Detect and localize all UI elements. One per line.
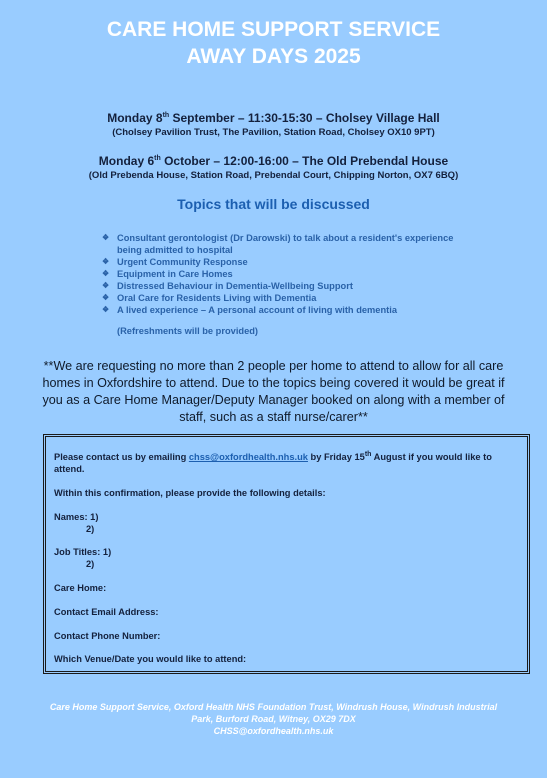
footer-address: Care Home Support Service, Oxford Health NHS Foundation Trust, Windrush House, Windrush Industrial Park, Burford Road, Witney, OX29 7DX <box>49 702 498 724</box>
topics-heading: Topics that will be discussed <box>177 196 370 212</box>
contact-email-label: Contact Email Address: <box>54 607 159 617</box>
topic-item: ❖ Distressed Behaviour in Dementia-Wellbeing Support <box>102 281 353 291</box>
footer-email: CHSS@oxfordhealth.nhs.uk <box>213 726 334 736</box>
contact-phone-label: Contact Phone Number: <box>54 631 161 641</box>
event-2-heading: Monday 6th October – 12:00-16:00 – The Old Prebendal House <box>98 154 449 168</box>
title-line-2: AWAY DAYS 2025 <box>186 45 361 68</box>
refreshments-note: (Refreshments will be provided) <box>117 326 259 336</box>
topic-item: ❖ A lived experience – A personal account of living with dementia <box>102 305 398 315</box>
event-1-address: (Cholsey Pavilion Trust, The Pavilion, Station Road, Cholsey OX10 9PT) <box>112 127 435 138</box>
job-titles-second-entry: 2) <box>86 559 95 569</box>
event-1-heading: Monday 8th September – 11:30-15:30 – Cholsey Village Hall <box>107 111 440 125</box>
diamond-bullet-icon: ❖ <box>102 269 110 278</box>
email-link[interactable]: chss@oxfordhealth.nhs.uk <box>188 452 308 462</box>
topic-item: ❖ Equipment in Care Homes <box>102 269 233 279</box>
job-titles-label: Job Titles: 1) <box>54 547 112 557</box>
diamond-bullet-icon: ❖ <box>102 281 110 290</box>
footer <box>40 701 507 737</box>
names-second-entry: 2) <box>86 524 95 534</box>
title-line-1: CARE HOME SUPPORT SERVICE <box>106 18 441 41</box>
care-home-label: Care Home: <box>54 583 107 593</box>
contact-intro: Please contact us by emailing chss@oxfordhealth.nhs.uk by Friday 15th August if you would like to attend. <box>54 450 492 474</box>
attendance-request: **We are requesting no more than 2 people per home to attend to allow for all care homes in Oxfordshire to attend. Due to the topics being covered it would be great if you as a Care Home Manager/Deputy Manager booked on along with a member of staff, such as a staff nurse/carer** <box>42 359 505 424</box>
contact-box <box>43 434 530 674</box>
topic-item: ❖ Consultant gerontologist (Dr Darowski) to talk about a resident's experience being admitted to hospital <box>102 233 454 255</box>
event-2-address: (Old Prebenda House, Station Road, Prebendal Court, Chipping Norton, OX7 6BQ) <box>88 170 459 181</box>
diamond-bullet-icon: ❖ <box>102 305 110 314</box>
diamond-bullet-icon: ❖ <box>102 233 110 242</box>
confirmation-instructions: Within this confirmation, please provide the following details: <box>54 488 326 498</box>
diamond-bullet-icon: ❖ <box>102 293 110 302</box>
topic-list <box>102 232 462 316</box>
venue-date-label: Which Venue/Date you would like to attend: <box>54 654 247 664</box>
topic-item: ❖ Oral Care for Residents Living with Dementia <box>102 293 317 303</box>
diamond-bullet-icon: ❖ <box>102 257 110 266</box>
topic-item: ❖ Urgent Community Response <box>102 257 248 267</box>
names-label: Names: 1) <box>54 512 99 522</box>
